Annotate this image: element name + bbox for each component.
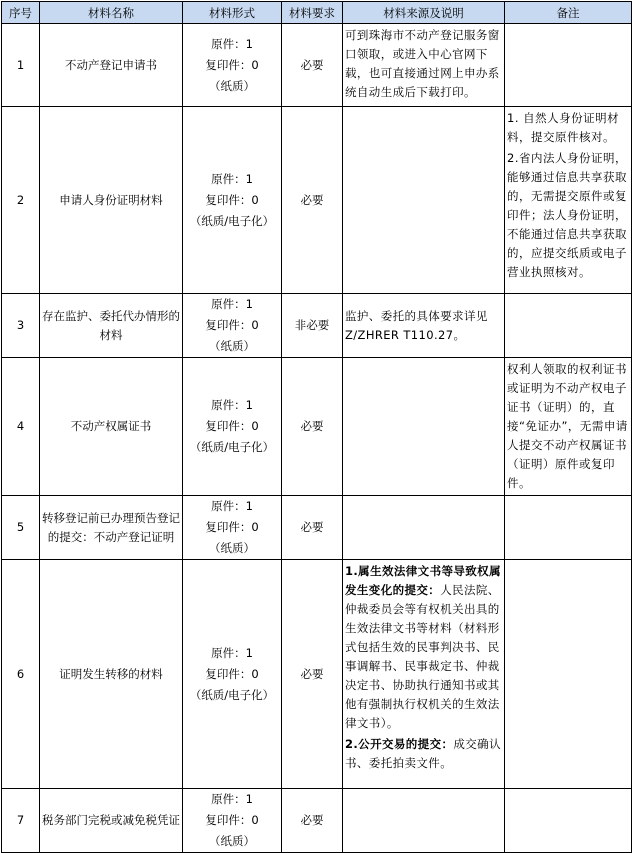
row-form (183, 294, 282, 358)
row-requirement: 必要 (282, 24, 343, 107)
header-row (2, 2, 632, 24)
form-medium: （纸质/电子化） (189, 440, 275, 454)
form-original: 原件：1 (211, 398, 253, 412)
form-original: 原件：1 (211, 297, 253, 311)
row-requirement: 必要 (282, 107, 343, 294)
row-no: 7 (2, 789, 40, 853)
form-copy: 复印件：0 (205, 666, 259, 681)
row-form (183, 789, 282, 853)
note-paragraph: 1. 自然人身份证明材料，提交原件核对。 (507, 111, 620, 144)
row-note (505, 24, 632, 107)
row-source (343, 107, 505, 294)
table-row (2, 358, 632, 496)
table-row (2, 496, 632, 560)
table-row (2, 560, 632, 789)
form-copy: 复印件：0 (205, 813, 259, 827)
row-requirement: 必要 (282, 560, 343, 789)
form-original: 原件：1 (211, 645, 253, 660)
form-copy: 复印件：0 (205, 520, 259, 534)
header-note: 备注 (505, 2, 632, 24)
row-requirement: 必要 (282, 789, 343, 853)
table-row (2, 789, 632, 853)
form-copy: 复印件：0 (205, 57, 259, 72)
header-source: 材料来源及说明 (343, 2, 505, 24)
row-requirement: 必要 (282, 358, 343, 496)
row-form (183, 496, 282, 560)
row-name: 不动产权属证书 (40, 358, 183, 496)
row-note (505, 789, 632, 853)
row-source (343, 358, 505, 496)
form-medium: （纸质） (209, 78, 255, 93)
header-form: 材料形式 (183, 2, 282, 24)
row-name: 申请人身份证明材料 (40, 107, 183, 294)
row-requirement: 非必要 (282, 294, 343, 358)
header-name: 材料名称 (40, 2, 183, 24)
source-text: 成交确认书、委托拍卖文件。 (345, 737, 501, 770)
form-original: 原件：1 (211, 36, 253, 51)
source-text: 监护、委托的具体要求详见Z/ZHRER T110.27。 (345, 308, 488, 342)
table-row (2, 107, 632, 294)
row-requirement: 必要 (282, 496, 343, 560)
table-row (2, 294, 632, 358)
form-medium: （纸质/电子化） (189, 687, 275, 702)
header-requirement: 材料要求 (282, 2, 343, 24)
row-name: 存在监护、委托代办情形的材料 (40, 294, 183, 358)
row-source (343, 294, 505, 358)
row-note (505, 358, 632, 496)
form-copy: 复印件：0 (205, 192, 259, 207)
form-copy: 复印件：0 (205, 318, 259, 332)
row-form (183, 560, 282, 789)
row-no: 6 (2, 560, 40, 789)
row-source (343, 789, 505, 853)
row-source (343, 496, 505, 560)
row-form (183, 24, 282, 107)
form-copy: 复印件：0 (205, 419, 259, 433)
row-no: 5 (2, 496, 40, 560)
form-medium: （纸质） (209, 339, 255, 353)
row-no: 1 (2, 24, 40, 107)
row-form (183, 358, 282, 496)
row-source (343, 24, 505, 107)
note-paragraph: 权利人领取的权利证书或证明为不动产权电子证书（证明）的，直接“免证办”，无需申请人提交不动产权属证书（证明）原件或复印件。 (507, 362, 628, 490)
form-medium: （纸质） (209, 834, 255, 848)
row-source (343, 560, 505, 789)
materials-table (1, 1, 632, 853)
source-text: 可到珠海市不动产登记服务窗口领取，或进入中心官网下载，也可直接通过网上申办系统自动生成后下载打印。 (345, 28, 500, 99)
form-original: 原件：1 (211, 792, 253, 806)
source-bold-lead: 2.公开交易的提交： (345, 737, 454, 751)
row-name: 不动产登记申请书 (40, 24, 183, 107)
source-bold-lead: 1.属生效法律文书等导致权属发生变化的提交： (345, 564, 501, 597)
header-no: 序号 (2, 2, 40, 24)
row-name: 税务部门完税或减免税凭证 (40, 789, 183, 853)
form-medium: （纸质） (209, 541, 255, 555)
row-form (183, 107, 282, 294)
row-name: 证明发生转移的材料 (40, 560, 183, 789)
source-paragraph (345, 735, 502, 773)
row-note (505, 560, 632, 789)
row-no: 2 (2, 107, 40, 294)
row-note (505, 294, 632, 358)
note-paragraph: 2.省内法人身份证明，能够通过信息共享获取的，无需提交原件或复印件；法人身份证明，不能通过信息共享获取的，应提交纸质或电子营业执照核对。 (507, 151, 627, 279)
table-row (2, 24, 632, 107)
row-note (505, 107, 632, 294)
row-no: 3 (2, 294, 40, 358)
row-no: 4 (2, 358, 40, 496)
row-note (505, 496, 632, 560)
form-original: 原件：1 (211, 499, 253, 513)
source-text: 人民法院、仲裁委员会等有权机关出具的生效法律文书等材料（材料形式包括生效的民事判决书、民事调解书、民事裁定书、仲裁决定书、协助执行通知书或其他有强制执行权机关的生效法律文书）。 (345, 583, 500, 730)
source-paragraph (345, 562, 502, 733)
form-medium: （纸质/电子化） (189, 213, 275, 228)
form-original: 原件：1 (211, 171, 253, 186)
row-name: 转移登记前已办理预告登记的提交：不动产登记证明 (40, 496, 183, 560)
